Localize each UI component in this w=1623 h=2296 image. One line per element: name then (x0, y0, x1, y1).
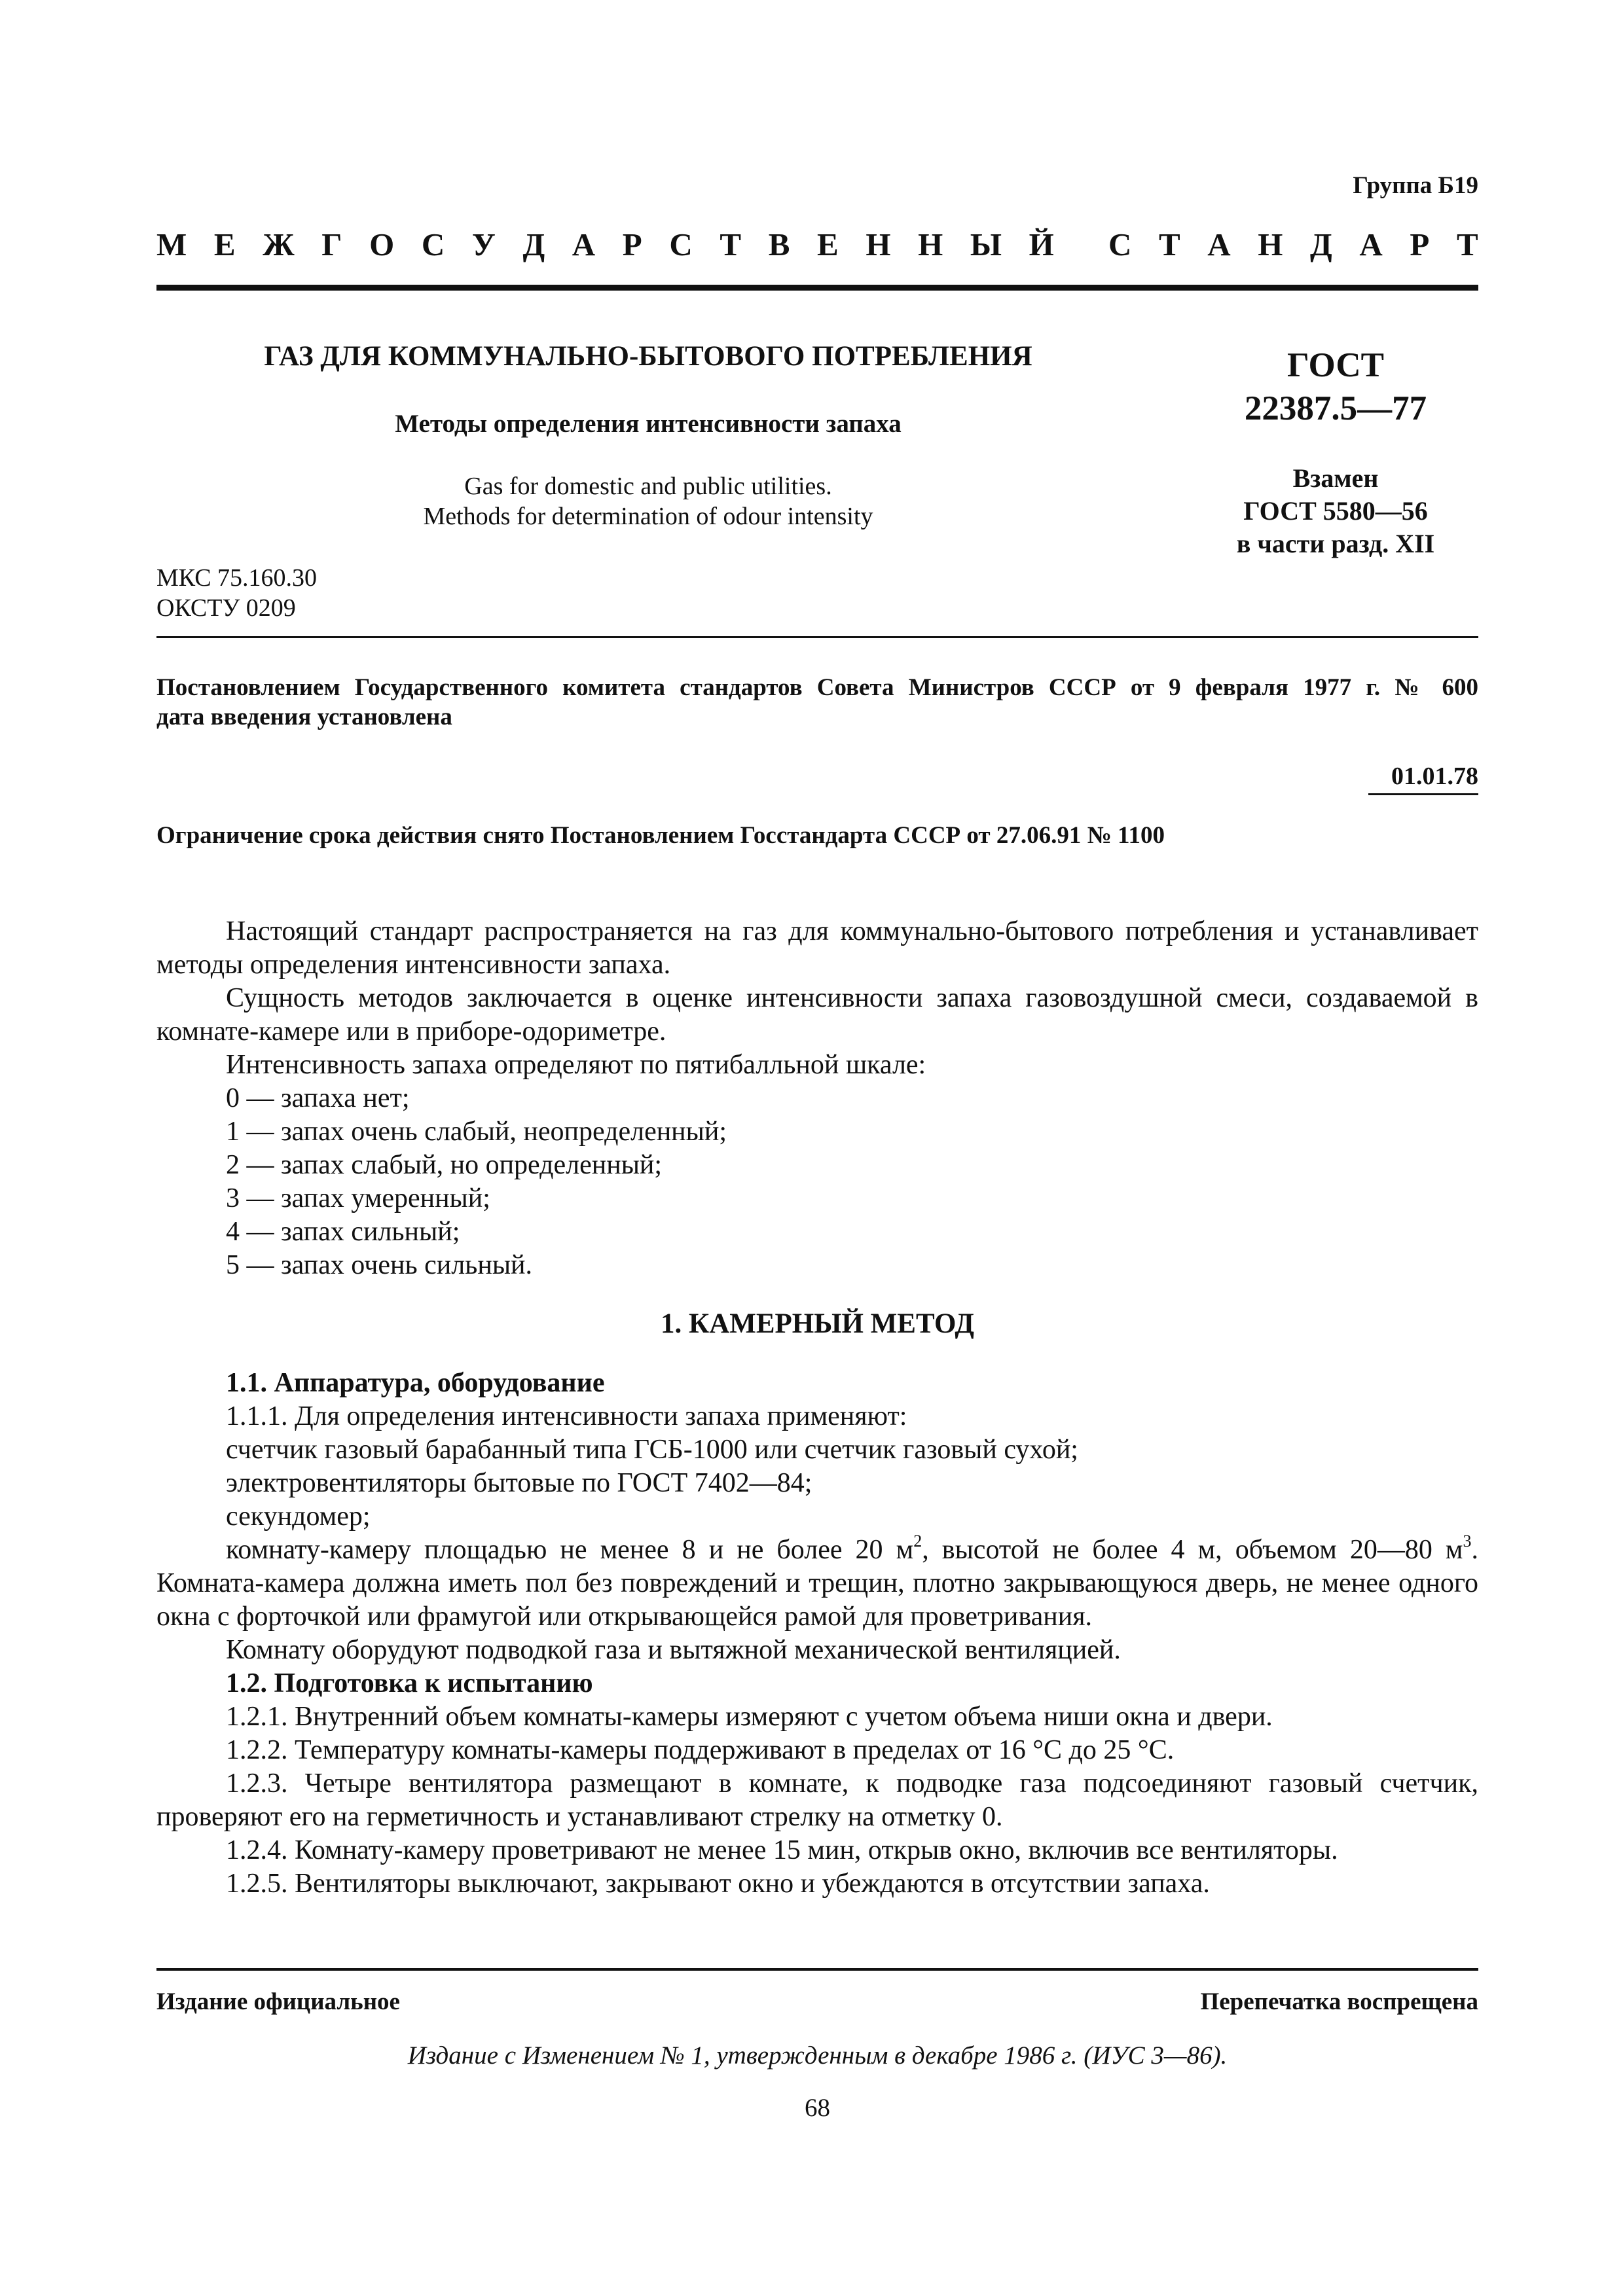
intro-paragraph-1: Настоящий стандарт распространяется на газ для коммунально-бытового потребления и устанавливает методы определения интенсивности запаха. (156, 916, 1478, 980)
okstu-code: ОКСТУ 0209 (156, 594, 296, 622)
banner-letter: Н (918, 226, 943, 262)
banner-letter: Ж (263, 226, 295, 262)
banner-letter: Р (622, 226, 642, 262)
scale-item: 5 — запах очень сильный. (226, 1250, 533, 1280)
intro-paragraph-2: Сущность методов заключается в оценке интенсивности запаха газовоздушной смеси, создаваемой в комнате-камере или в приборе-одориметре. (156, 983, 1478, 1047)
english-title-line-2: Methods for determination of odour intensity (423, 503, 873, 530)
superscript-2: 2 (913, 1532, 922, 1551)
edition-note: Издание с Изменением № 1, утвержденным в декабре 1986 г. (ИУС 3—86). (407, 2041, 1228, 2070)
gost-number: 22387.5—77 (1244, 389, 1427, 427)
gost-label: ГОСТ (1287, 346, 1384, 384)
gost-designation (1192, 344, 1480, 430)
banner-letter: У (471, 226, 496, 262)
banner-letter: А (572, 226, 596, 262)
scale-item: 4 — запах сильный; (226, 1217, 460, 1247)
superscript-3: 3 (1463, 1532, 1472, 1551)
banner-letter: А (1359, 226, 1383, 262)
replaces-line-1: Взамен (1292, 463, 1379, 493)
equipment-item: секундомер; (226, 1501, 371, 1532)
banner-letter: А (1207, 226, 1231, 262)
official-edition-label: Издание официальное (156, 1988, 400, 2015)
replaces-block (1192, 462, 1480, 560)
clause-1-2-1: 1.2.1. Внутренний объем комнаты-камеры измеряют с учетом объема ниши окна и двери. (226, 1702, 1273, 1732)
english-title (190, 471, 1106, 531)
banner-letter: С (1108, 226, 1132, 262)
banner-letter: Й (1029, 226, 1054, 262)
room-text-c: . Комната-камера должна иметь пол без повреждений и трещин, плотно закрывающуюся дверь, не менее одного окна с форточкой или фрамугой или открывающейся рамой для проветривания. (156, 1535, 1478, 1632)
banner-letter: Р (1410, 226, 1430, 262)
banner-letter: С (421, 226, 445, 262)
document-body (156, 915, 1478, 1901)
subsection-heading: 1.1. Аппаратура, оборудование (226, 1368, 605, 1398)
subsection-heading: 1.2. Подготовка к испытанию (226, 1668, 593, 1698)
intro-paragraph-3: Интенсивность запаха определяют по пятибалльной шкале: (226, 1050, 926, 1080)
reprint-notice: Перепечатка воспрещена (1200, 1988, 1478, 2015)
document-title: ГАЗ ДЛЯ КОММУНАЛЬНО-БЫТОВОГО ПОТРЕБЛЕНИЯ (264, 341, 1032, 372)
standard-banner (156, 226, 1478, 263)
scale-item: 1 — запах очень слабый, неопределенный; (226, 1117, 727, 1147)
banner-letter: Е (213, 226, 236, 262)
page-number: 68 (805, 2094, 830, 2122)
clause-1-2-5: 1.2.5. Вентиляторы выключают, закрывают окно и убеждаются в отсутствии запаха. (226, 1869, 1210, 1899)
banner-letter: Н (1258, 226, 1283, 262)
replaces-line-3: в части разд. XII (1236, 529, 1435, 558)
top-rule (156, 285, 1478, 291)
document-subtitle: Методы определения интенсивности запаха (395, 410, 902, 438)
room-requirements (156, 1534, 1478, 1634)
equipment-item: счетчик газовый барабанный типа ГСБ-1000 или счетчик газовый сухой; (226, 1435, 1078, 1465)
banner-letter: Д (1310, 226, 1332, 262)
equipment-item: электровентиляторы бытовые по ГОСТ 7402—84; (226, 1468, 812, 1498)
decree-date-label: дата введения установлена (156, 704, 452, 730)
room-equipment: Комнату оборудуют подводкой газа и вытяжной механической вентиляцией. (226, 1635, 1121, 1665)
scale-item: 0 — запаха нет; (226, 1083, 410, 1113)
banner-letter: О (369, 226, 395, 262)
banner-letter: М (156, 226, 187, 262)
room-text-a: комнату-камеру площадью не менее 8 и не более 20 м (226, 1535, 914, 1565)
scale-item: 3 — запах умеренный; (226, 1183, 490, 1213)
banner-letter: Т (1456, 226, 1478, 262)
banner-letter: Д (522, 226, 545, 262)
banner-letter: Ы (970, 226, 1002, 262)
limitation-note: Ограничение срока действия снято Постановлением Госстандарта СССР от 27.06.91 № 1100 (156, 822, 1165, 849)
english-title-line-1: Gas for domestic and public utilities. (464, 473, 832, 500)
clause-1-2-4: 1.2.4. Комнату-камеру проветривают не менее 15 мин, открыв окно, включив все вентиляторы. (226, 1835, 1338, 1865)
clause-1-2-3: 1.2.3. Четыре вентилятора размещают в комнате, к подводке газа подсоединяют газовый счетчик, проверяют его на герметичность и устанавливают стрелку на отметку 0. (156, 1768, 1478, 1832)
banner-letter: Т (1158, 226, 1180, 262)
banner-letter: Г (321, 226, 342, 262)
banner-letter: С (669, 226, 693, 262)
clause-1-2-2: 1.2.2. Температуру комнаты-камеры поддерживают в пределах от 16 °С до 25 °С. (226, 1735, 1175, 1765)
banner-letter: Т (720, 226, 742, 262)
room-text-b: , высотой не более 4 м, объемом 20—80 м (922, 1535, 1463, 1565)
mks-code: МКС 75.160.30 (156, 564, 318, 592)
decree-line: Постановлением Государственного комитета стандартов Совета Министров СССР от 9 февраля 1977 г. № 600 (156, 674, 1478, 701)
clause-1-1-1: 1.1.1. Для определения интенсивности запаха применяют: (226, 1401, 907, 1431)
section-heading: 1. КАМЕРНЫЙ МЕТОД (661, 1308, 974, 1339)
banner-letter: Е (817, 226, 839, 262)
replaces-line-2: ГОСТ 5580—56 (1243, 496, 1428, 526)
classification-codes (156, 563, 317, 623)
footer-rule (156, 1968, 1478, 1971)
scale-item: 2 — запах слабый, но определенный; (226, 1150, 663, 1180)
header-rule (156, 636, 1478, 638)
introduction-date: 01.01.78 (1368, 762, 1478, 795)
banner-letter: В (768, 226, 790, 262)
group-label: Группа Б19 (1353, 172, 1478, 199)
banner-letter: Н (866, 226, 891, 262)
